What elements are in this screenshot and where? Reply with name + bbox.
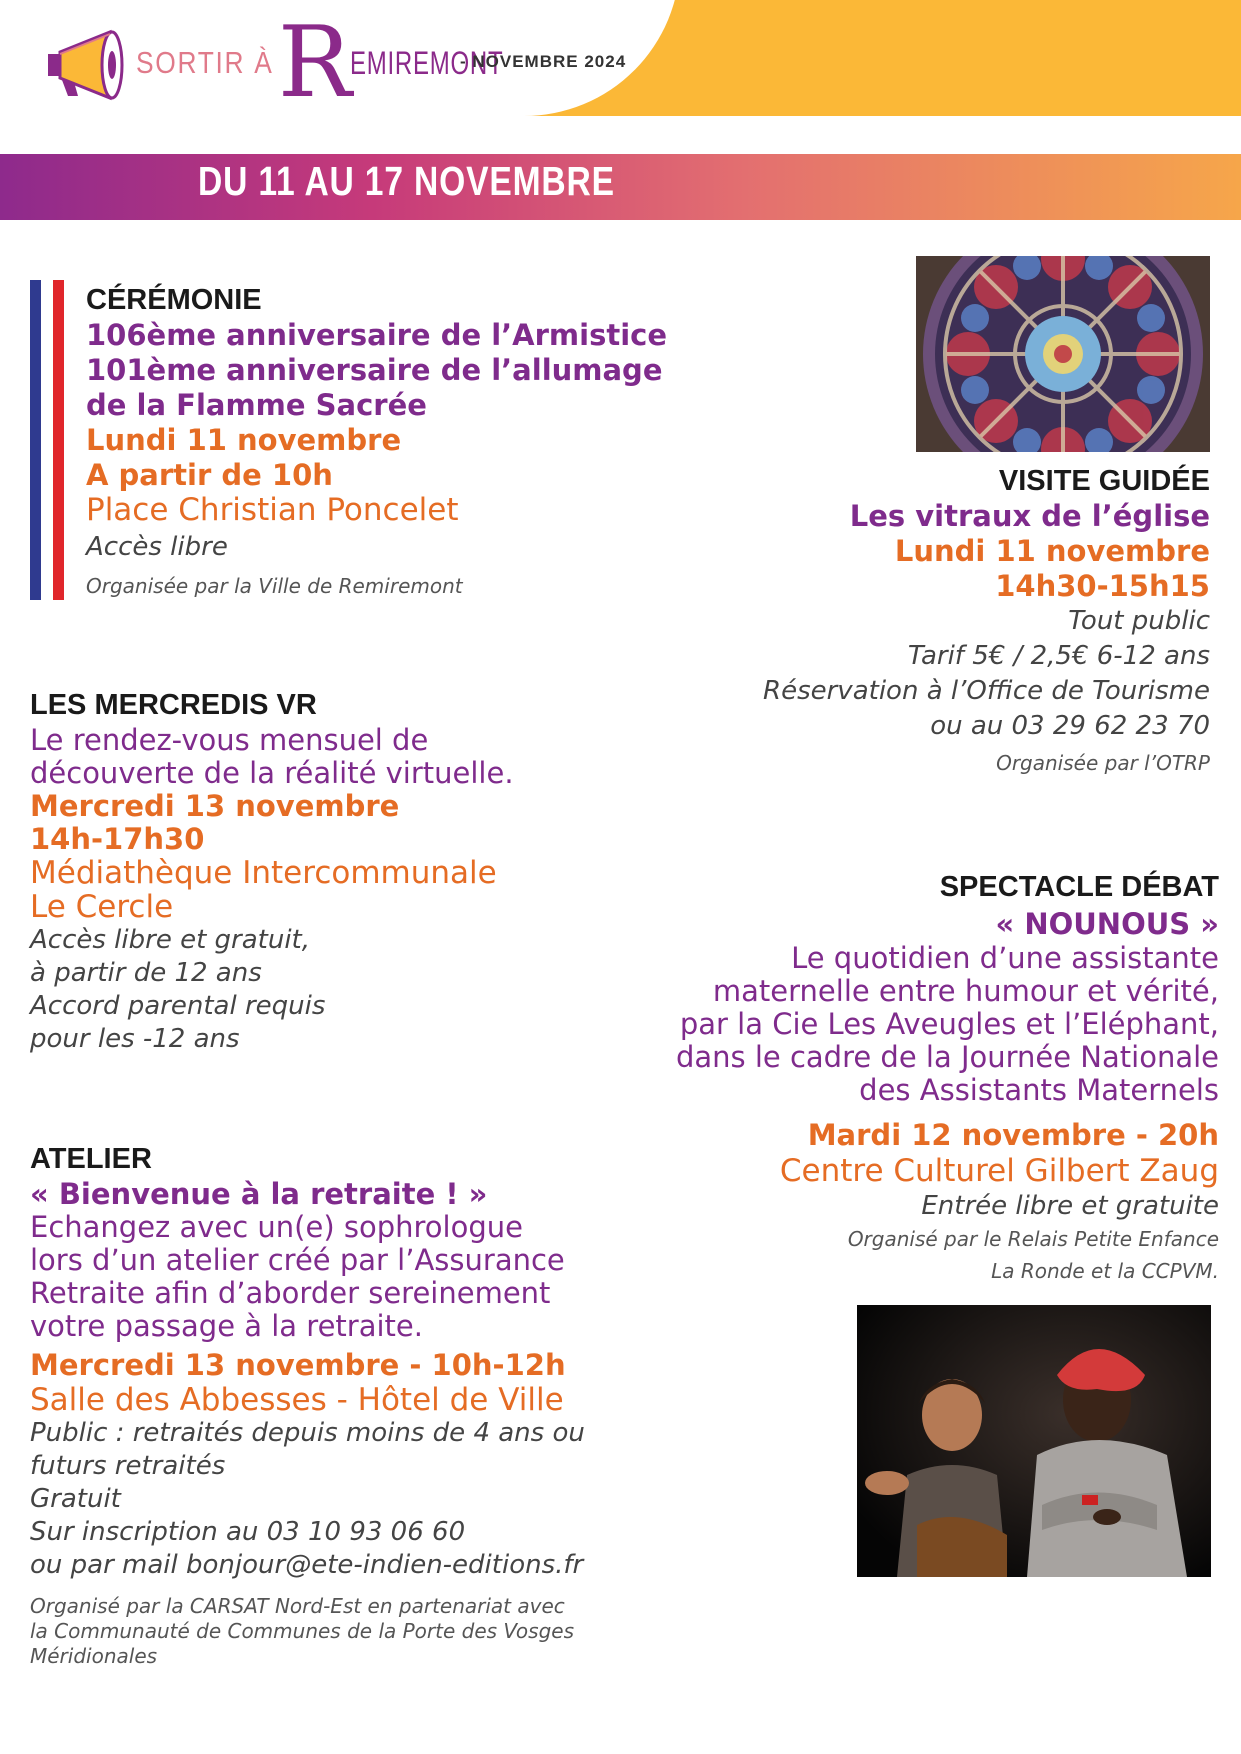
event-visite: [763, 464, 1210, 781]
event-organizer: La Ronde et la CCPVM.: [991, 1259, 1219, 1283]
event-date: Lundi 11 novembre: [894, 534, 1210, 568]
event-desc-line: maternelle entre humour et vérité,: [712, 974, 1219, 1008]
event-info: Sur inscription au 03 10 93 06 60: [30, 1517, 466, 1547]
event-audience: Tout public: [1068, 606, 1210, 636]
event-desc-line: Echangez avec un(e) sophrologue: [30, 1210, 523, 1244]
event-category: LES MERCREDIS VR: [30, 689, 317, 721]
event-booking: Réservation à l’Office de Tourisme: [763, 676, 1210, 706]
event-booking: ou au 03 29 62 23 70: [930, 711, 1210, 741]
event-title-line: 106ème anniversaire de l’Armistice: [86, 318, 668, 352]
event-organizer: Méridionales: [30, 1644, 158, 1668]
event-date: Mardi 12 novembre - 20h: [807, 1118, 1219, 1152]
event-info: ou par mail bonjour@ete-indien-editions.fr: [30, 1550, 584, 1580]
event-place: Le Cercle: [30, 889, 174, 925]
event-desc-line: Le quotidien d’une assistante: [791, 941, 1219, 975]
event-info: Accord parental requis: [30, 991, 326, 1021]
event-title: « NOUNOUS »: [995, 907, 1219, 941]
event-category: CÉRÉMONIE: [86, 284, 262, 316]
event-spectacle: [676, 868, 1219, 1287]
date-banner: [0, 154, 1241, 220]
event-atelier: [30, 1141, 585, 1669]
event-desc-line: des Assistants Maternels: [859, 1073, 1219, 1107]
event-place: Médiathèque Intercommunale: [30, 855, 497, 891]
event-title-line: de la Flamme Sacrée: [86, 388, 427, 422]
event-organizer: la Communauté de Communes de la Porte des Vosges: [30, 1619, 574, 1643]
event-place: Centre Culturel Gilbert Zaug: [779, 1153, 1219, 1189]
event-desc-line: Retraite afin d’aborder sereinement: [30, 1276, 551, 1310]
event-organizer: Organisée par la Ville de Remiremont: [86, 574, 463, 598]
event-time: A partir de 10h: [86, 458, 333, 492]
event-price: Tarif 5€ / 2,5€ 6-12 ans: [907, 641, 1210, 671]
event-title: « Bienvenue à la retraite ! »: [30, 1177, 488, 1211]
event-info: pour les -12 ans: [30, 1024, 240, 1054]
event-date: Mercredi 13 novembre: [30, 789, 400, 823]
event-desc-line: Le rendez-vous mensuel de: [30, 723, 429, 757]
event-info: Public : retraités depuis moins de 4 ans ou: [30, 1418, 585, 1448]
event-access: Entrée libre et gratuite: [921, 1191, 1219, 1221]
event-access: Accès libre: [86, 532, 228, 562]
event-organizer: Organisé par la CARSAT Nord-Est en partenariat avec: [30, 1594, 565, 1618]
brand-sortir: SORTIR À: [136, 45, 274, 80]
event-desc-line: par la Cie Les Aveugles et l’Eléphant,: [679, 1007, 1219, 1041]
event-desc-line: lors d’un atelier créé par l’Assurance: [30, 1243, 565, 1277]
stained-glass-photo: [916, 256, 1210, 452]
event-category: ATELIER: [30, 1143, 152, 1175]
event-time: 14h-17h30: [30, 822, 205, 856]
megaphone-icon: [40, 24, 130, 102]
event-mercredis-vr: [30, 686, 514, 1056]
event-category: SPECTACLE DÉBAT: [939, 871, 1219, 903]
event-time: 14h30-15h15: [995, 569, 1210, 603]
date-banner-title: DU 11 AU 17 NOVEMBRE: [198, 158, 615, 204]
event-date: Mercredi 13 novembre - 10h-12h: [30, 1348, 566, 1382]
event-title-line: 101ème anniversaire de l’allumage: [86, 353, 663, 387]
brand-big-letter: R: [277, 6, 352, 120]
event-ceremonie: [86, 283, 667, 604]
event-organizer: Organisée par l’OTRP: [996, 751, 1210, 775]
brand-city: EMIREMONT: [349, 44, 504, 81]
event-title: Les vitraux de l’église: [849, 499, 1210, 533]
performers-photo: [857, 1305, 1211, 1577]
edition-label: - NOVEMBRE 2024: [460, 52, 627, 71]
event-desc-line: découverte de la réalité virtuelle.: [30, 756, 514, 790]
event-info: à partir de 12 ans: [30, 958, 262, 988]
event-place: Salle des Abbesses - Hôtel de Ville: [30, 1382, 564, 1418]
french-flag-icon: [30, 280, 64, 600]
event-info: Accès libre et gratuit,: [30, 925, 311, 955]
event-organizer: Organisé par le Relais Petite Enfance: [847, 1227, 1219, 1251]
event-info: futurs retraités: [30, 1451, 226, 1481]
event-date: Lundi 11 novembre: [86, 423, 402, 457]
event-place: Place Christian Poncelet: [86, 492, 459, 528]
event-category: VISITE GUIDÉE: [998, 465, 1210, 497]
event-info: Gratuit: [30, 1484, 121, 1514]
event-desc-line: votre passage à la retraite.: [30, 1309, 423, 1343]
event-desc-line: dans le cadre de la Journée Nationale: [675, 1040, 1219, 1074]
